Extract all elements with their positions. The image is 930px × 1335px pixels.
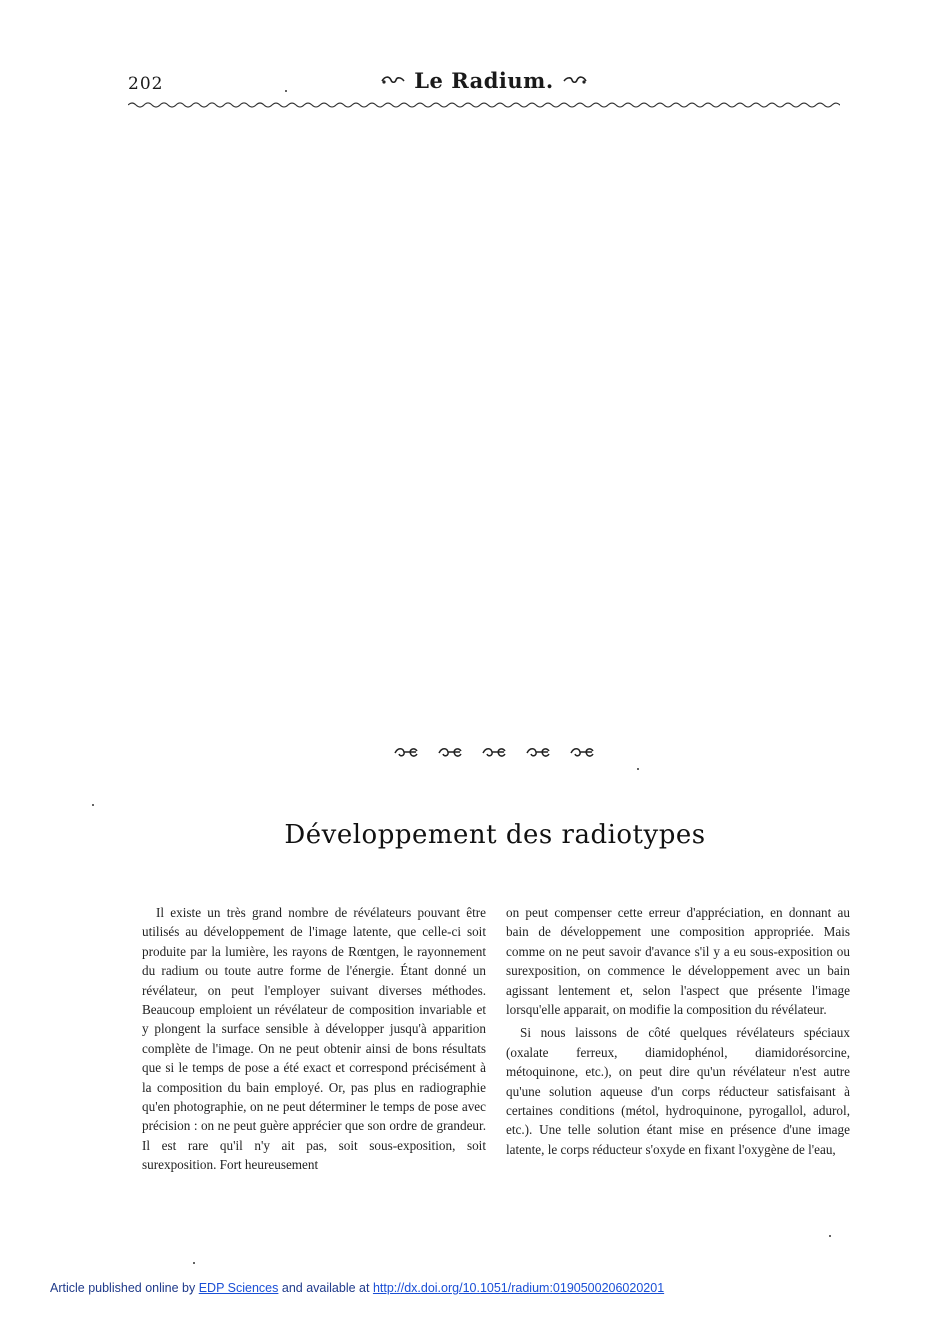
decorative-wavy-rule [128, 100, 840, 110]
paragraph: Il existe un très grand nombre de révélateurs pouvant être utilisés au développement de l'image latente, que celle-ci soit produite par la lumière, les rayons de Rœntgen, le rayonnement du radium ou toute autre forme de l'énergie. Étant donné un révélateur, on peut l'employer suivant diverses méthodes. Beaucoup emploient un révélateur de composition invariable et y plongent la surface sensible à développer jusqu'à apparition complète de l'image. On ne peut obtenir ainsi de bons résultats que si le temps de pose a été exact et correspond précisément à la composition du bain employé. Or, pas plus en radiographie qu'en photographie, on ne peut déterminer le temps de pose avec précision : on ne peut guère apprécier que son ordre de grandeur. Il est rare qu'il n'y ait pas, soit sous-exposition, soit surexposition. Fort heureusement [142, 905, 486, 1173]
fleuron-icon [436, 744, 464, 762]
fleuron-icon [524, 744, 552, 762]
article-title: Développement des radiotypes [284, 820, 706, 850]
fleuron-divider [392, 743, 596, 763]
left-column [142, 903, 486, 1175]
fleuron-icon [392, 744, 420, 762]
print-speck [285, 90, 287, 92]
scroll-ornament-icon [380, 75, 406, 87]
fleuron-icon [568, 744, 596, 762]
journal-title: Le Radium. [414, 68, 554, 93]
publisher-link[interactable]: EDP Sciences [198, 1281, 279, 1295]
fleuron-icon [480, 744, 508, 762]
print-speck [92, 804, 94, 806]
journal-title-block [374, 68, 594, 93]
running-header [128, 68, 840, 98]
page-number: 202 [128, 74, 164, 94]
footer-prefix: Article published online by [50, 1281, 196, 1295]
publication-footer [50, 1281, 880, 1295]
print-speck [193, 1262, 195, 1264]
print-speck [637, 768, 639, 770]
paragraph: Si nous laissons de côté quelques révélateurs spéciaux (oxalate ferreux, diamidophénol, diamidorésorcine, métoquinone, etc.), on peut dire qu'un révélateur n'est autre qu'une solution aqueuse d'un corps réducteur satisfaisant à certaines conditions (métol, hydroquinone, pyrogallol, adurol, etc.). Une telle solution étant mise en présence d'une image latente, le corps réducteur s'oxyde en fixant l'oxygène de l'eau, [506, 1025, 850, 1157]
paragraph: on peut compenser cette erreur d'appréciation, en donnant au bain de développement une composition appropriée. Mais comme on ne peut savoir d'avance s'il y a eu sous-exposition ou surexposition, on commence le développement avec un bain agissant lentement et, selon l'aspect que présente l'image lorsqu'elle apparait, on modifie la composition du révélateur. [506, 905, 850, 1018]
right-column [506, 903, 850, 1159]
footer-middle: and available at [281, 1281, 370, 1295]
print-speck [829, 1235, 831, 1237]
doi-link[interactable]: http://dx.doi.org/10.1051/radium:0190500206020201 [372, 1281, 665, 1295]
scroll-ornament-icon [562, 75, 588, 87]
article-body [142, 903, 852, 1203]
